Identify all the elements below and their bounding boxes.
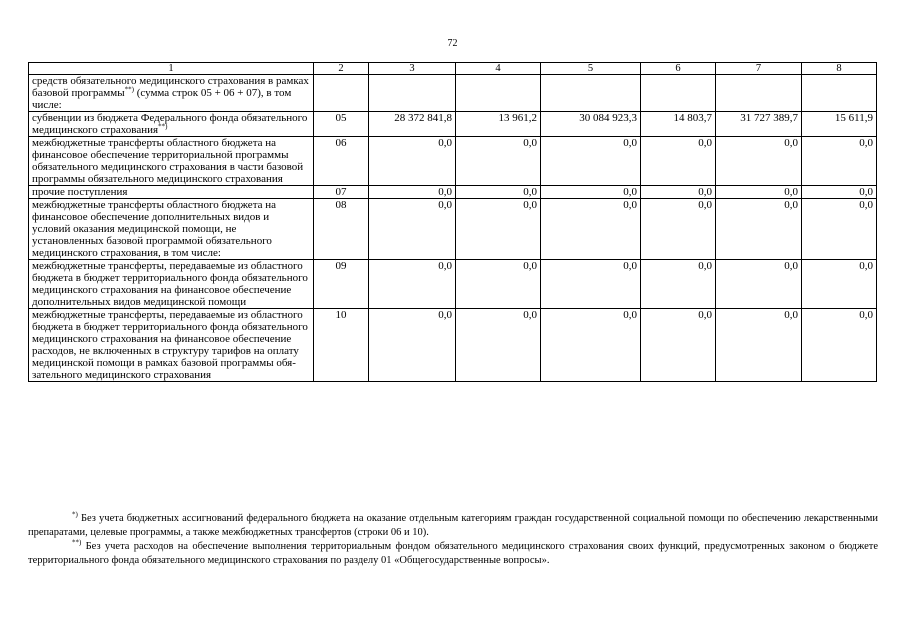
- row-description: [29, 112, 314, 137]
- table-row: [29, 260, 877, 309]
- header-col-6: 6: [641, 63, 716, 75]
- row-description-text: средств обязательного медицинского страхования в рамках базовой программы: [32, 75, 309, 99]
- row-description-text: межбюджетные трансферты, передаваемые из областного бюджета в бюджет территориального фонда обязательного медицинского страхования на финансовое обеспечение дополнительных видов медицинской помощи: [32, 260, 308, 308]
- header-col-1: 1: [29, 63, 314, 75]
- page-number: 72: [447, 38, 458, 49]
- row-value-col-5: 0,0: [541, 137, 641, 186]
- row-value-col-4: 0,0: [456, 260, 541, 309]
- row-value-col-8: 0,0: [802, 199, 877, 260]
- row-description: [29, 309, 314, 382]
- row-value-col-7: 0,0: [716, 186, 802, 199]
- row-value-col-8: 15 611,9: [802, 112, 877, 137]
- header-col-7: 7: [716, 63, 802, 75]
- row-value-col-5: 0,0: [541, 260, 641, 309]
- row-value-col-5: 30 084 923,3: [541, 112, 641, 137]
- row-value-col-6: 0,0: [641, 186, 716, 199]
- table-row: [29, 112, 877, 137]
- footnote-2-text: Без учета расходов на обеспечение выполнения территориальным фондом обязательного медицинского страхования своих функций, предусмотренных законом о бюджете территориального фонда обязательного медицинского страхования по разделу 01 «Общегосударственные вопросы».: [28, 541, 878, 566]
- row-value-col-8: 0,0: [802, 260, 877, 309]
- row-code: 06: [314, 137, 369, 186]
- table-row: [29, 75, 877, 112]
- table-header-row: [29, 63, 877, 75]
- header-col-3: 3: [369, 63, 456, 75]
- row-description-footnote-mark: **): [158, 122, 168, 131]
- row-value-col-5: [541, 75, 641, 112]
- row-description-footnote-mark: **): [124, 85, 134, 94]
- footnote-1-text: Без учета бюджетных ассигнований федерального бюджета на оказание отдельным категориям граждан государственной социальной помощи по обеспечению лекарственными препаратами, целевые программы, а также межбюджетных трансфертов (строки 06 и 10).: [28, 513, 878, 538]
- row-value-col-8: [802, 75, 877, 112]
- header-col-5: 5: [541, 63, 641, 75]
- row-value-col-3: 0,0: [369, 186, 456, 199]
- row-value-col-3: 28 372 841,8: [369, 112, 456, 137]
- row-value-col-3: 0,0: [369, 199, 456, 260]
- footnotes: [28, 512, 878, 568]
- row-description: [29, 199, 314, 260]
- footnote-1-mark: *): [72, 510, 78, 519]
- row-description: [29, 260, 314, 309]
- row-value-col-8: 0,0: [802, 137, 877, 186]
- row-value-col-4: 0,0: [456, 186, 541, 199]
- table-row: [29, 309, 877, 382]
- row-value-col-5: 0,0: [541, 186, 641, 199]
- header-col-8: 8: [802, 63, 877, 75]
- row-code: 10: [314, 309, 369, 382]
- row-value-col-6: 0,0: [641, 260, 716, 309]
- row-value-col-6: 14 803,7: [641, 112, 716, 137]
- table-row: [29, 199, 877, 260]
- row-value-col-3: 0,0: [369, 309, 456, 382]
- row-code: 07: [314, 186, 369, 199]
- row-value-col-3: 0,0: [369, 260, 456, 309]
- table-row: [29, 137, 877, 186]
- row-value-col-5: 0,0: [541, 309, 641, 382]
- row-code: [314, 75, 369, 112]
- footnote-1: [28, 512, 878, 540]
- row-value-col-6: 0,0: [641, 199, 716, 260]
- row-value-col-8: 0,0: [802, 309, 877, 382]
- row-code: 09: [314, 260, 369, 309]
- row-value-col-7: 0,0: [716, 199, 802, 260]
- row-value-col-4: 0,0: [456, 199, 541, 260]
- header-col-4: 4: [456, 63, 541, 75]
- row-description-text: прочие поступления: [32, 186, 128, 198]
- row-description-text: субвенции из бюджета Федерального фонда обязательного медицинского страхования: [32, 112, 308, 136]
- row-value-col-8: 0,0: [802, 186, 877, 199]
- row-value-col-6: [641, 75, 716, 112]
- row-value-col-7: 0,0: [716, 260, 802, 309]
- row-value-col-7: [716, 75, 802, 112]
- row-value-col-4: [456, 75, 541, 112]
- table-row: [29, 186, 877, 199]
- footnote-2: [28, 540, 878, 568]
- row-description: [29, 75, 314, 112]
- row-value-col-4: 0,0: [456, 137, 541, 186]
- row-value-col-4: 13 961,2: [456, 112, 541, 137]
- footnote-2-mark: **): [72, 538, 82, 547]
- row-value-col-5: 0,0: [541, 199, 641, 260]
- row-value-col-3: [369, 75, 456, 112]
- row-description: [29, 137, 314, 186]
- row-description-tail: (сумма строк 05 + 06 + 07), в том числе:: [32, 87, 292, 111]
- row-value-col-7: 0,0: [716, 137, 802, 186]
- row-value-col-4: 0,0: [456, 309, 541, 382]
- row-value-col-7: 31 727 389,7: [716, 112, 802, 137]
- row-value-col-7: 0,0: [716, 309, 802, 382]
- row-description: [29, 186, 314, 199]
- header-col-2: 2: [314, 63, 369, 75]
- row-description-text: межбюджетные трансферты областного бюджета на финансовое обеспечение территориальной программы обязательного медицинского страхования в части базовой программы обязательного медицинского страхования: [32, 137, 304, 185]
- row-value-col-6: 0,0: [641, 309, 716, 382]
- row-description-text: межбюджетные трансферты, передаваемые из областного бюджета в бюджет территориального фонда обязательного медицинского страхования на финансовое обеспечение расходов, не включенных в структуру тарифов на оплату медицинской помощи в рамках базовой программы обязательного медицинского страхования: [32, 309, 308, 381]
- budget-table: [28, 62, 877, 382]
- row-value-col-6: 0,0: [641, 137, 716, 186]
- row-description-text: межбюджетные трансферты областного бюджета на финансовое обеспечение дополнительных видов и условий оказания медицинской помощи, не установленных базовой программой обязательного медицинского страхования, в том числе:: [32, 199, 277, 259]
- row-code: 05: [314, 112, 369, 137]
- row-code: 08: [314, 199, 369, 260]
- row-value-col-3: 0,0: [369, 137, 456, 186]
